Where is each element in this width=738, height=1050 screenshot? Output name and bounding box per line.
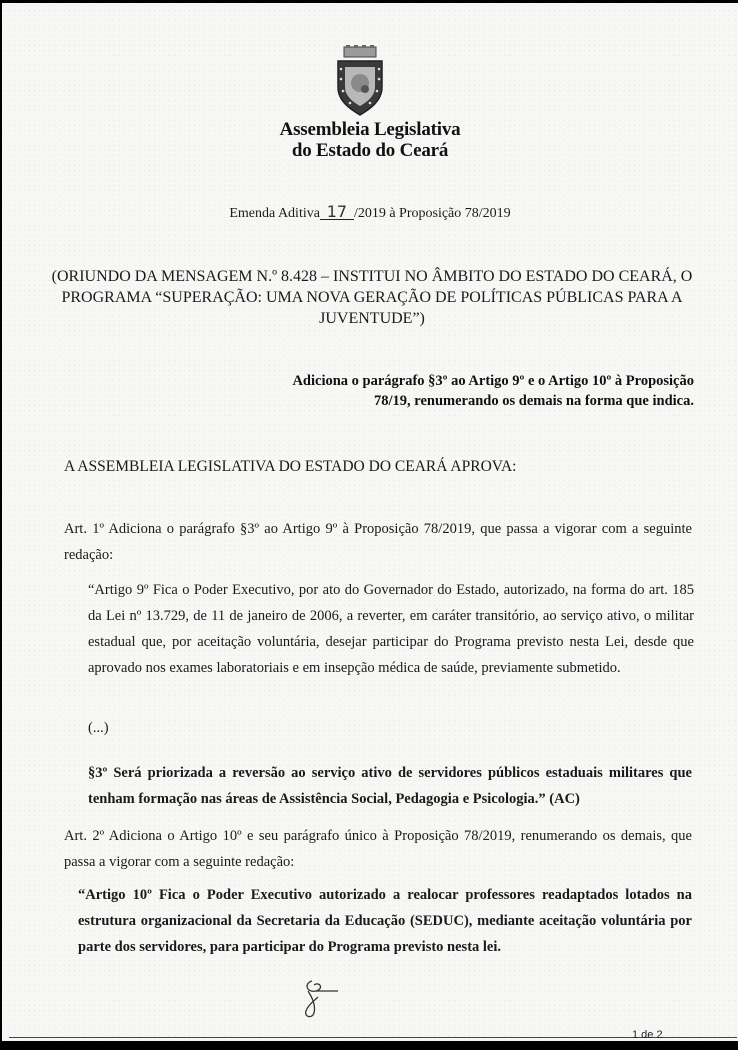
omission-marker: (...) [88, 720, 109, 736]
amendment-suffix: /2019 à Proposição 78/2019 [353, 206, 511, 221]
amendment-prefix: Emenda Aditiva [229, 206, 320, 221]
origin-line: JUVENTUDE”) [319, 310, 425, 327]
amendment-number: 17 [320, 205, 354, 220]
amendment-title [2, 202, 738, 222]
ceara-coat-of-arms-icon [332, 45, 388, 117]
article-2: Art. 2º Adiciona o Artigo 10º e seu parágrafo único à Proposição 78/2019, renumerando os demais, que passa a vigorar com a seguinte redação: [64, 828, 692, 870]
quoted-article-9: “Artigo 9º Fica o Poder Executivo, por ato do Governador do Estado, autorizado, na forma do art. 185 da Lei nº 13.729, de 11 de janeiro de 2006, a reverter, em caráter transitório, ao serviço ativo, o militar estadual que, por aceitação voluntária, desejar participar do Programa previsto nesta Lei, desde que aprovado nos exames laboratoriais e em insepção médica de saúde, previamente submetido. [88, 582, 694, 676]
paragraph-3: §3º Será priorizada a reversão ao serviço ativo de servidores públicos estaduais militares que tenham formação nas áreas de Assistência Social, Pedagogia e Psicologia.” (AC) [88, 765, 692, 807]
origin-line: (ORIUNDO DA MENSAGEM N.º 8.428 – INSTITUI NO ÂMBITO DO ESTADO DO CEARÁ, O [51, 268, 693, 285]
footer-divider [9, 1037, 737, 1038]
organization-state: do Estado do Ceará [291, 140, 449, 161]
ementa-summary [252, 371, 694, 411]
page-indicator: 1 de 2 [632, 1029, 663, 1041]
ementa-line: Adiciona o parágrafo §3º ao Artigo 9º e o Artigo 10º à Proposição [292, 373, 694, 389]
quoted-article-10: “Artigo 10º Fica o Poder Executivo autorizado a realocar professores readaptados lotados na estrutura organizacional da Secretaria da Educação (SEDUC), mediante aceitação voluntária por parte dos servidores, para participar do Programa previsto nesta lei. [78, 887, 692, 955]
organization-name: Assembleia Legislativa [279, 119, 461, 140]
origin-statement [42, 266, 702, 329]
origin-line: PROGRAMA “SUPERAÇÃO: UMA NOVA GERAÇÃO DE POLÍTICAS PÚBLICAS PARA A [61, 289, 683, 306]
ementa-line: 78/19, renumerando os demais na forma que indica. [374, 393, 694, 409]
enacting-clause: A ASSEMBLEIA LEGISLATIVA DO ESTADO DO CEARÁ APROVA: [64, 458, 517, 475]
handwritten-initials-icon [298, 975, 342, 1021]
article-1: Art. 1º Adiciona o parágrafo §3º ao Artigo 9º à Proposição 78/2019, que passa a vigorar com a seguinte redação: [64, 521, 692, 563]
document-page [2, 3, 738, 1041]
